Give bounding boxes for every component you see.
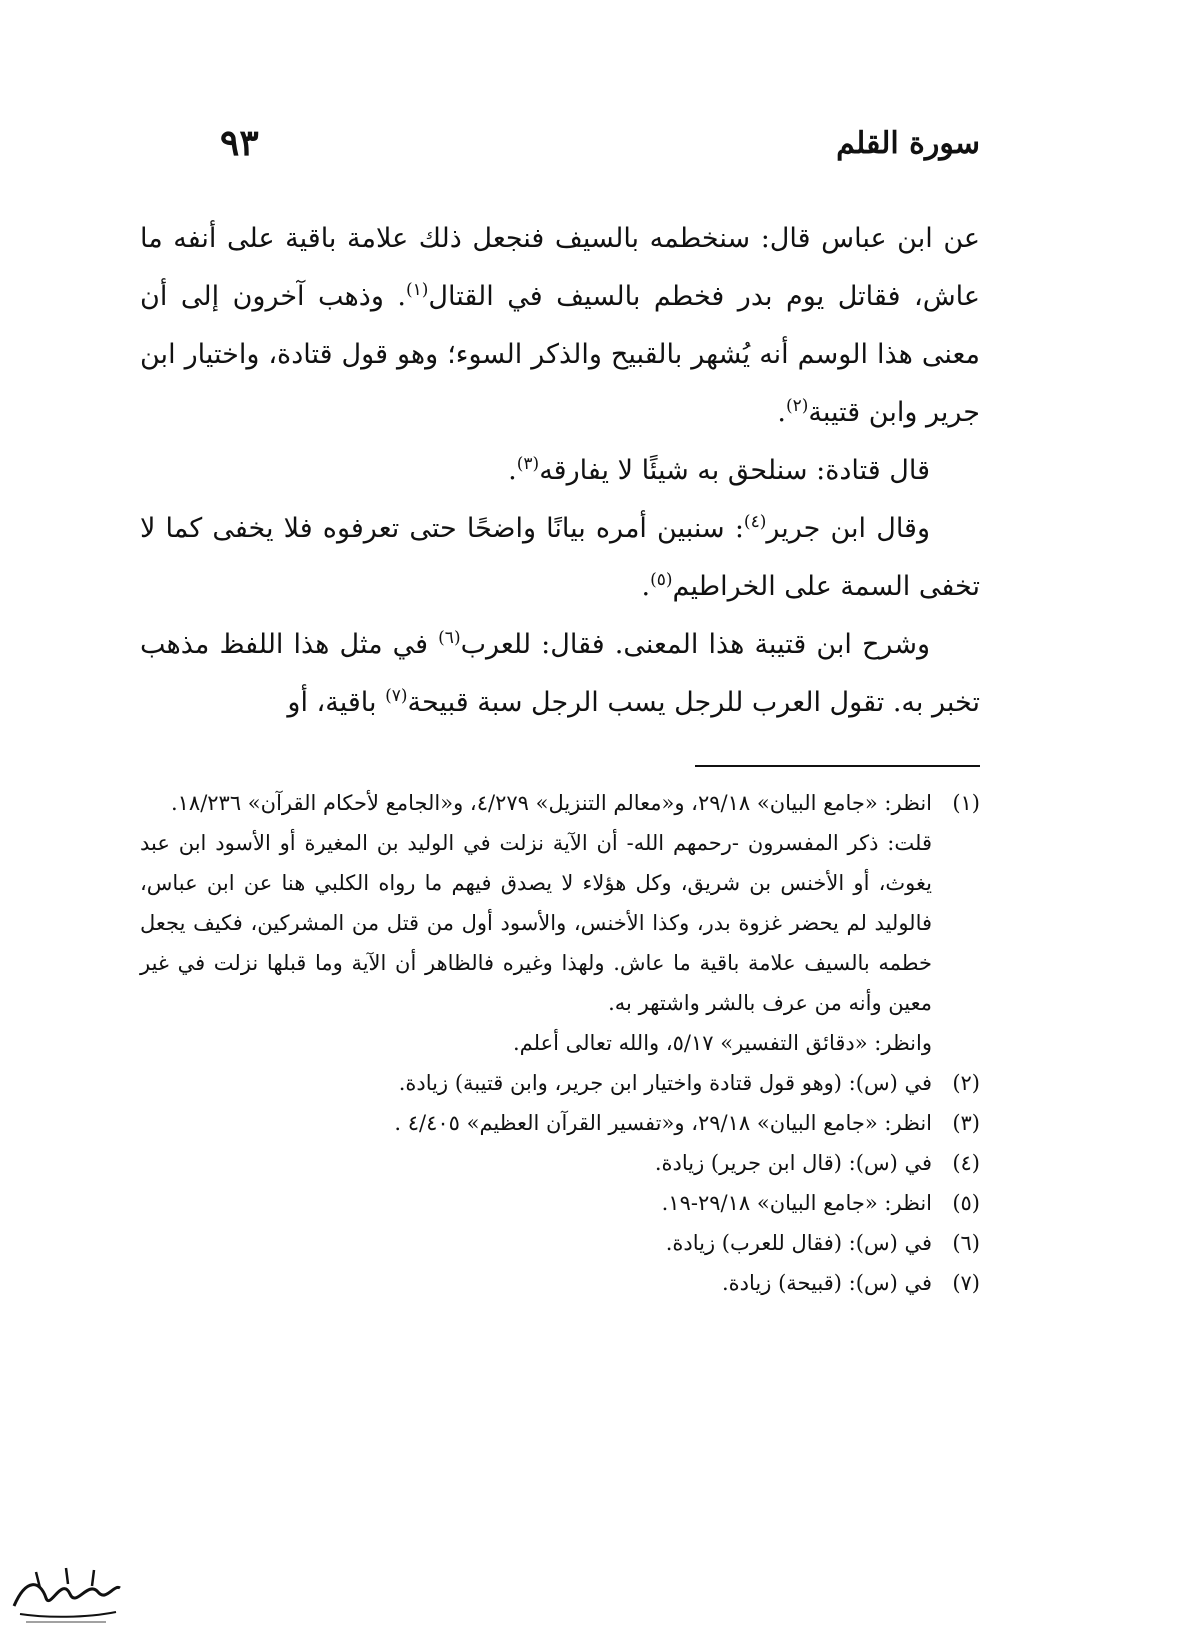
footnote-1 <box>140 783 980 823</box>
footnote-text: في (س): (فقال للعرب) زيادة. <box>665 1231 932 1255</box>
page-number: ٩٣ <box>220 122 259 164</box>
paragraph-3-text-c: . <box>641 571 651 602</box>
footnote-text: في (س): (وهو قول قتادة واختيار ابن جرير، وابن قتيبة) زيادة. <box>398 1071 932 1095</box>
footnote-number: (٦) <box>952 1231 980 1255</box>
paragraph-4-text-b: في مثل هذا اللفظ مذهب تخبر به. تقول العرب للرجل يسب الرجل سبة قبيحة <box>140 629 980 718</box>
paragraph-4-text-a: وشرح ابن قتيبة هذا المعنى. فقال: للعرب <box>460 629 930 660</box>
main-text <box>140 210 980 732</box>
footnote-text: في (س): (قبيحة) زيادة. <box>722 1271 932 1295</box>
footnote-number: (٣) <box>952 1111 980 1135</box>
paragraph-1-text-c: . <box>777 397 786 428</box>
footnote-ref-2: (٢) <box>785 396 809 416</box>
footnote-3 <box>140 1103 980 1143</box>
footnote-number: (٧) <box>952 1271 980 1295</box>
footnote-1-comment: قلت: ذكر المفسرون -رحمهم الله- أن الآية نزلت في الوليد بن المغيرة أو الأسود ابن عبد يغوث، أو الأخنس بن شريق، وكل هؤلاء لا يصدق فيهم ما رواه الكلبي هنا عن ابن عباس، فالوليد لم يحضر غزوة بدر، وكذا الأخنس، والأسود أول من قتل من المشركين، فكيف يجعل خطمه بالسيف علامة باقية ما عاش. ولهذا وغيره فالظاهر أن الآية وما قبلها نزلت في غير معين وأنه من عرف بالشر واشتهر به. <box>140 831 932 1015</box>
footnote-separator <box>695 765 980 767</box>
paragraph-2-text-a: قال قتادة: سنلحق به شيئًا لا يفارقه <box>539 455 930 486</box>
footnote-2 <box>140 1063 980 1103</box>
paragraph-3-text-a: وقال ابن جرير <box>766 513 930 544</box>
footnote-ref-7: (٧) <box>385 686 408 706</box>
paragraph-2-text-b: . <box>508 455 517 486</box>
library-stamp-logo <box>6 1558 126 1628</box>
footnote-text: انظر: «جامع البيان» ٢٩/١٨، و«تفسير القرآن العظيم» ٤/٤٠٥ . <box>394 1111 932 1135</box>
paragraph-3-text-b: : سنبين أمره بيانًا واضحًا حتى تعرفوه فلا يخفى كما لا تخفى السمة على الخراطيم <box>140 513 980 602</box>
paragraph-3 <box>140 500 980 616</box>
paragraph-1-text-a: عن ابن عباس قال: سنخطمه بالسيف فنجعل ذلك علامة باقية على أنفه ما عاش، فقاتل يوم بدر فخطم بالسيف في القتال <box>140 223 980 312</box>
footnote-ref-5: (٥) <box>650 570 673 590</box>
footnote-ref-6: (٦) <box>438 628 461 648</box>
footnote-text: انظر: «جامع البيان» ٢٩/١٨، و«معالم التنزيل» ٤/٢٧٩، و«الجامع لأحكام القرآن» ١٨/٢٣٦. <box>170 791 932 815</box>
footnote-ref-1: (١) <box>405 280 429 300</box>
footnote-text: انظر: «جامع البيان» ٢٩/١٨-١٩. <box>661 1191 932 1215</box>
footnote-ref-4: (٤) <box>743 512 767 532</box>
paragraph-4 <box>140 616 980 732</box>
footnote-5 <box>140 1183 980 1223</box>
paragraph-4-text-c: باقية، أو <box>287 687 386 718</box>
running-header <box>220 122 980 170</box>
paragraph-2 <box>140 442 980 500</box>
footnote-number: (٤) <box>952 1151 980 1175</box>
footnote-ref-3: (٣) <box>516 454 540 474</box>
footnotes <box>140 783 980 1303</box>
paragraph-1 <box>140 210 980 442</box>
footnote-number: (٢) <box>952 1071 980 1095</box>
footnote-number: (١) <box>952 791 980 815</box>
footnote-number: (٥) <box>952 1191 980 1215</box>
footnote-7 <box>140 1263 980 1303</box>
footnote-1-see-also: وانظر: «دقائق التفسير» ٥/١٧، والله تعالى أعلم. <box>513 1031 932 1055</box>
footnote-6 <box>140 1223 980 1263</box>
footnote-text: في (س): (قال ابن جرير) زيادة. <box>654 1151 932 1175</box>
footnote-4 <box>140 1143 980 1183</box>
surah-title: سورة القلم <box>836 126 980 161</box>
paragraph-1-text-b: . وذهب آخرون إلى أن معنى هذا الوسم أنه يُشهر بالقبيح والذكر السوء؛ وهو قول قتادة، واختيار ابن جرير وابن قتيبة <box>140 281 980 428</box>
